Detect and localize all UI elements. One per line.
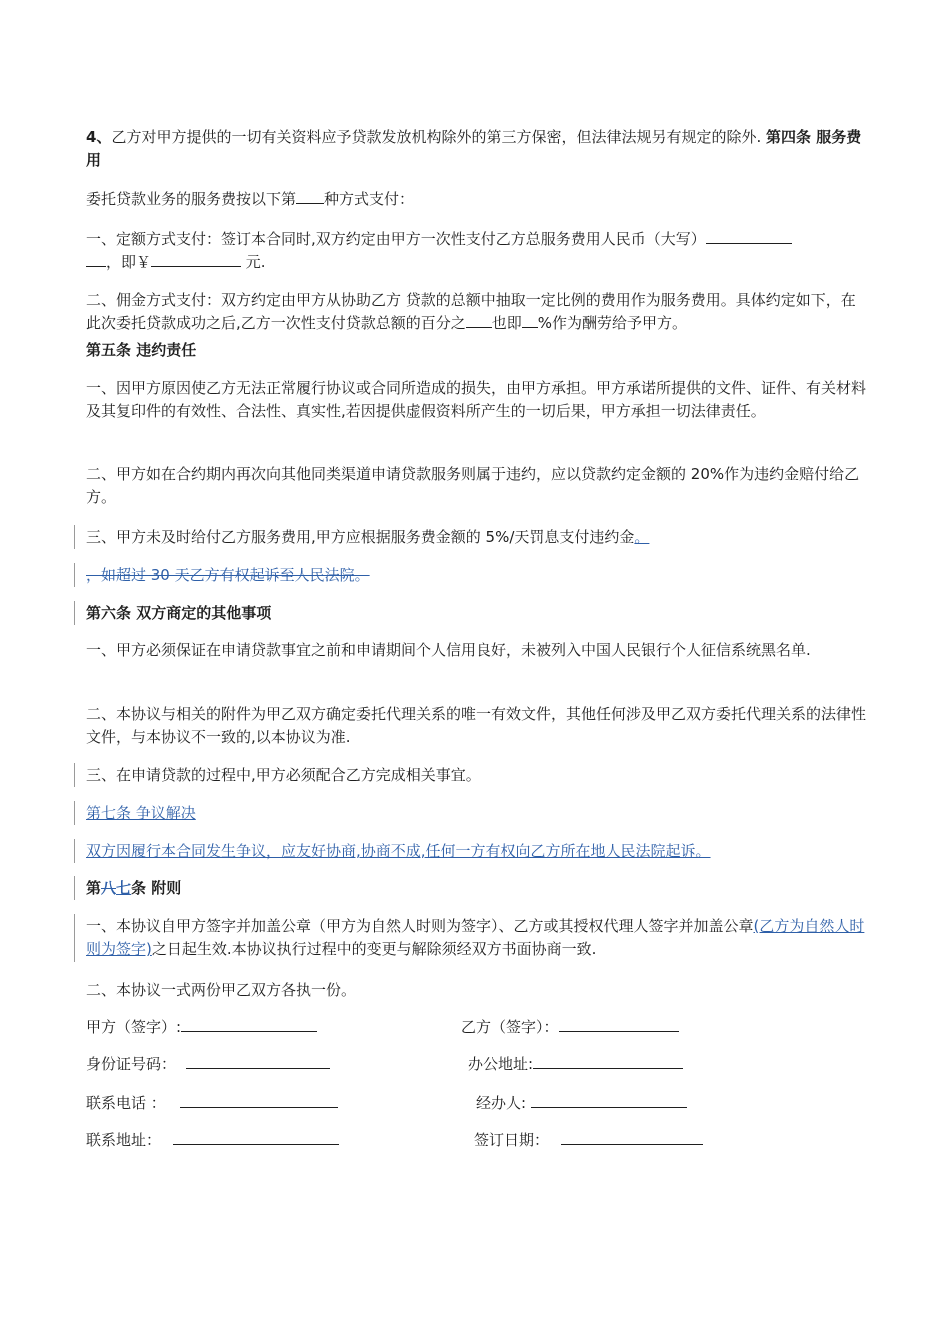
blank-line[interactable]	[466, 312, 492, 328]
liability-paragraph-2: 二、甲方如在合约期内再次向其他同类渠道申请贷款服务则属于违约，应以贷款约定金额的 20%作为违约金赔付给乙方。	[86, 465, 860, 506]
effective-text-end: 之日起生效.本协议执行过程中的变更与解除须经双方书面协商一致.	[151, 940, 597, 958]
commission-text-end: %作为酬劳给予甲方。	[537, 314, 688, 332]
clause-text: 乙方对甲方提供的一切有关资料应予贷款发放机构除外的第三方保密，但法律法规另有规定的除外.	[111, 128, 766, 146]
liability-paragraph-3	[86, 526, 866, 549]
copies-paragraph: 二、本协议一式两份甲乙双方各执一份。	[86, 981, 357, 999]
fixed-fee-unit: 元.	[241, 253, 266, 271]
heading-suffix: 条 附则	[131, 879, 182, 897]
inserted-text: (乙方为自然人时则为签字)	[86, 917, 865, 958]
id-number-label: 身份证号码：	[86, 1055, 177, 1073]
blank-line[interactable]	[522, 312, 538, 328]
other-matters-paragraph-2: 二、本协议与相关的附件为甲乙双方确定委托代理关系的唯一有效文件，其他任何涉及甲乙双方委托代理关系的法律性文件，与本协议不一致的,以本协议为准.	[86, 705, 867, 746]
deleted-text: 八	[101, 879, 117, 897]
party-b-signature	[461, 1016, 679, 1039]
phone-line[interactable]	[180, 1093, 338, 1108]
clause-4-paragraph	[86, 126, 866, 172]
section-heading-8	[86, 877, 866, 900]
commission-text-mid: 也即	[491, 314, 522, 332]
blank-line[interactable]	[86, 251, 106, 267]
fixed-fee-paragraph	[86, 228, 866, 274]
contact-address-label: 联系地址：	[86, 1131, 162, 1149]
id-number-line[interactable]	[186, 1054, 330, 1069]
liability-paragraph-1: 一、因甲方原因使乙方无法正常履行协议或合同所造成的损失，由甲方承担。甲方承诺所提供的文件、证件、有关材料及其复印件的有效性、合法性、真实性,若因提供虚假资料所产生的一切后果，甲方承担一切法律责任。	[86, 379, 867, 420]
contact-address-field	[86, 1129, 339, 1152]
change-bar	[74, 601, 75, 625]
payment-method-text: 委托贷款业务的服务费按以下第	[86, 190, 297, 208]
blank-line[interactable]	[151, 251, 241, 267]
party-b-label: 乙方（签字）：	[461, 1018, 559, 1036]
section-heading-5: 第五条 违约责任	[86, 341, 197, 359]
liability-text-3: 三、甲方未及时给付乙方服务费用,甲方应根据服务费金额的 5%/天罚息支付违约金	[86, 528, 635, 546]
sign-date-line[interactable]	[561, 1130, 703, 1145]
clause-number: 4、	[86, 128, 112, 146]
section-heading-4: 第四条 服务费用	[86, 128, 862, 169]
heading-prefix: 第	[86, 879, 102, 897]
change-bar	[74, 763, 75, 787]
sign-date-label: 签订日期：	[474, 1131, 550, 1149]
agent-field	[476, 1092, 687, 1115]
sign-date-field	[474, 1129, 703, 1152]
payment-method-paragraph	[86, 188, 866, 211]
agent-label: 经办人:	[476, 1094, 531, 1112]
section-heading-7: 第七条 争议解决	[86, 804, 196, 822]
effective-paragraph	[86, 915, 866, 961]
contact-address-line[interactable]	[173, 1130, 339, 1145]
blank-line[interactable]	[296, 188, 324, 204]
inserted-text: 。	[634, 528, 650, 546]
deleted-text: ，如超过 30 天乙方有权起诉至人民法院。	[86, 566, 370, 584]
party-a-signature-line[interactable]	[181, 1017, 317, 1032]
id-number-field	[86, 1053, 330, 1076]
effective-text: 一、本协议自甲方签字并加盖公章（甲方为自然人时则为签字）、乙方或其授权代理人签字并加盖公章	[86, 917, 754, 935]
other-matters-paragraph-1: 一、甲方必须保证在申请贷款事宜之前和申请期间个人信用良好，未被列入中国人民银行个人征信系统黑名单.	[86, 641, 811, 659]
office-address-line[interactable]	[533, 1054, 683, 1069]
party-a-signature	[86, 1016, 317, 1039]
party-a-label: 甲方（签字）:	[86, 1018, 182, 1036]
change-bar	[74, 876, 75, 900]
change-bar	[74, 563, 75, 587]
office-address-field	[468, 1053, 683, 1076]
phone-label: 联系电话 ：	[86, 1094, 166, 1112]
commission-paragraph	[86, 289, 866, 335]
fixed-fee-amount-label: ，即￥	[106, 253, 152, 271]
party-b-signature-line[interactable]	[559, 1017, 679, 1032]
inserted-text: 七	[116, 879, 132, 897]
office-address-label: 办公地址:	[468, 1055, 534, 1073]
section-heading-6: 第六条 双方商定的其他事项	[86, 604, 272, 622]
commission-text: 二、佣金方式支付：双方约定由甲方从协助乙方 贷款的总额中抽取一定比例的费用作为服务费用。具体约定如下，在此次委托贷款成功之后,乙方一次性支付贷款总额的百分之	[86, 291, 856, 332]
change-bar	[74, 801, 75, 825]
phone-field	[86, 1092, 338, 1115]
other-matters-paragraph-3: 三、在申请贷款的过程中,甲方必须配合乙方完成相关事宜。	[86, 766, 481, 784]
change-bar	[74, 839, 75, 863]
dispute-paragraph: 双方因履行本合同发生争议，应友好协商,协商不成,任何一方有权向乙方所在地人民法院起诉。	[86, 842, 711, 860]
change-bar	[74, 914, 75, 962]
change-bar	[74, 525, 75, 549]
agent-line[interactable]	[531, 1093, 687, 1108]
blank-line[interactable]	[706, 228, 792, 244]
fixed-fee-text: 一、定额方式支付：签订本合同时,双方约定由甲方一次性支付乙方总服务费用人民币（大写）	[86, 230, 706, 248]
payment-method-text-end: 种方式支付：	[324, 190, 415, 208]
